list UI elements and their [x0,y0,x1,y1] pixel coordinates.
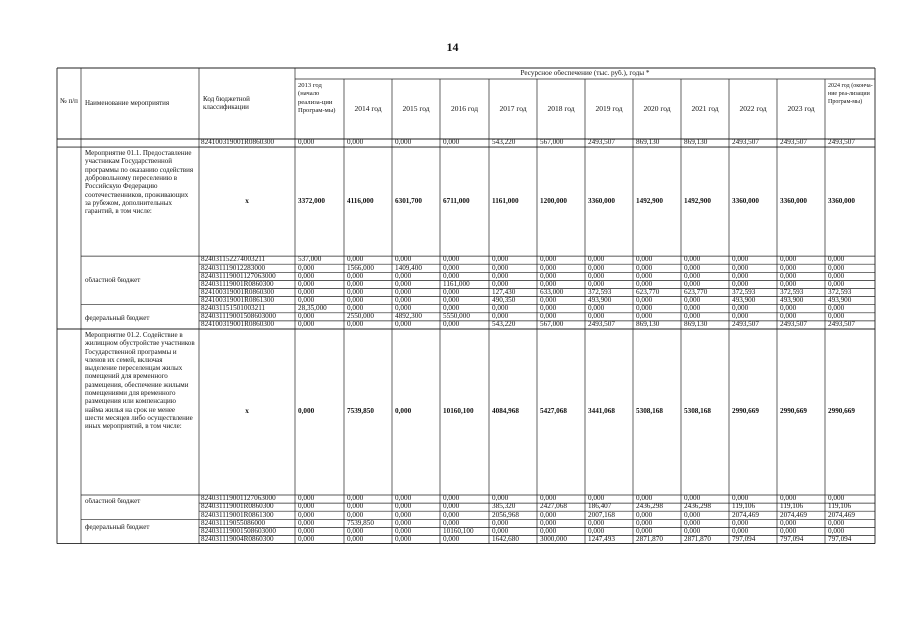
measure1-row-4-value-2024: 372,593 [828,288,852,296]
measure2-row-1-value-2021: 2436,298 [684,503,711,511]
measure1-row-6-value-2014: 0,000 [347,305,364,312]
measure1-row-8-value-2023: 2493,507 [780,321,807,329]
measure2-row-4-value-2013: 0,000 [298,527,315,535]
measure1-row-8-value-2019: 2493,507 [588,321,615,329]
measure2-row-5-value-2018: 3000,000 [540,535,567,543]
year-header-2020: 2020 год [643,105,671,113]
measure1-row-6-value-2024: 0,000 [828,305,845,312]
measure2-row-5-value-2024: 797,094 [828,535,852,543]
measure2-row-3-value-2019: 0,000 [588,519,605,527]
measure2-total-2013: 0,000 [298,408,315,416]
measure2-row-0-value-2017: 0,000 [492,495,509,503]
measure1-total-2020: 1492,900 [636,197,663,205]
measure2-total-2022: 2990,669 [732,408,759,416]
measure1-row-5-value-2022: 493,900 [732,296,756,304]
measure1-total-2013: 3372,000 [298,197,325,205]
measure2-row-2-value-2020: 0,000 [636,511,653,519]
measure1-row-3-value-2015: 0,000 [395,280,412,288]
measure2-total-2021: 5308,168 [684,408,711,416]
top-row-value-2021: 869,130 [684,139,708,147]
measure1-row-0-value-2024: 0,000 [828,256,845,264]
measure2-row-code-4: 824031119001508603000 [201,527,276,535]
measure1-row-7-value-2013: 0,000 [298,313,315,321]
top-row-value-2013: 0,000 [298,139,315,147]
measure1-row-7-value-2016: 5550,000 [443,313,470,321]
measure2-row-1-value-2019: 186,407 [588,503,612,511]
measure1-row-6-value-2015: 0,000 [395,305,412,312]
measure2-row-3-value-2015: 0,000 [395,519,412,527]
measure2-row-4-value-2020: 0,000 [636,527,653,535]
year-header-2022: 2022 год [739,105,767,113]
measure1-row-1-value-2014: 1566,000 [347,264,374,272]
measure1-row-3-value-2018: 0,000 [540,280,557,288]
year-header-2014: 2014 год [354,105,382,113]
measure1-row-1-value-2022: 0,000 [732,264,749,272]
measure1-row-1-value-2017: 0,000 [492,264,509,272]
top-row-value-2019: 2493,507 [588,139,615,147]
measure2-row-3-value-2014: 7539,850 [347,519,374,527]
measure2-row-2-value-2022: 2074,469 [732,511,759,519]
measure1-row-5-value-2017: 490,350 [492,296,516,304]
measure1-row-5-value-2023: 493,900 [780,296,804,304]
measure2-row-2-value-2024: 2074,469 [828,511,855,519]
measure1-row-1-value-2020: 0,000 [636,264,653,272]
measure2-row-2-value-2013: 0,000 [298,511,315,519]
measure1-row-0-value-2014: 0,000 [347,256,364,264]
measure1-row-0-value-2017: 0,000 [492,256,509,264]
measure2-row-1-value-2014: 0,000 [347,503,364,511]
col-code-header: Код бюджетной классификации [203,96,250,111]
measure2-total-2024: 2990,669 [828,408,855,416]
page-number: 14 [446,40,459,54]
measure2-row-5-value-2016: 0,000 [443,535,460,543]
measure2-row-3-value-2022: 0,000 [732,519,749,527]
measure1-row-0-value-2015: 0,000 [395,256,412,264]
measure1-row-4-value-2015: 0,000 [395,288,412,296]
measure1-row-4-value-2020: 623,770 [636,288,660,296]
measure2-row-5-value-2023: 797,094 [780,535,804,543]
measure2-row-0-value-2023: 0,000 [780,495,797,503]
measure1-row-4-value-2023: 372,593 [780,288,804,296]
measure2-row-1-value-2015: 0,000 [395,503,412,511]
measure2-row-0-value-2016: 0,000 [443,495,460,503]
measure1-row-2-value-2014: 0,000 [347,272,364,280]
measure2-row-0-value-2013: 0,000 [298,495,315,503]
measure1-row-1-value-2023: 0,000 [780,264,797,272]
year-header-2019: 2019 год [595,105,623,113]
top-row-value-2020: 869,130 [636,139,660,147]
measure1-row-3-value-2013: 0,000 [298,280,315,288]
measure1-total-2015: 6301,700 [395,197,422,205]
measure2-row-4-value-2016: 10160,100 [443,527,474,535]
measure1-title: Мероприятие 01.1. Предоставление участникам Государственной программы по оказанию содействия добровольному переселению в Российскую Федерацию соотечественников, проживающих за рубежом, дополнительных гарантий, в том числе: [85,149,194,216]
measure1-row-6-value-2023: 0,000 [780,305,797,312]
measure1-row-7-value-2017: 0,000 [492,313,509,321]
measure1-row-8-value-2021: 869,130 [684,321,708,329]
measure1-row-0-value-2020: 0,000 [636,256,653,264]
measure1-row-7-value-2022: 0,000 [732,313,749,321]
top-row-value-2024: 2493,507 [828,139,855,147]
top-row-value-2018: 567,000 [540,139,564,147]
measure2-row-1-value-2018: 2427,068 [540,503,567,511]
measure1-row-5-value-2016: 0,000 [443,296,460,304]
measure1-row-0-value-2022: 0,000 [732,256,749,264]
top-row-code: 824100319001R0860300 [201,139,275,147]
measure2-row-4-value-2023: 0,000 [780,527,797,535]
measure1-row-8-value-2013: 0,000 [298,321,315,329]
measure1-regional-label: областной бюджет [85,276,141,284]
measure1-row-5-value-2018: 0,000 [540,296,557,304]
measure2-row-4-value-2015: 0,000 [395,527,412,535]
measure1-row-8-value-2015: 0,000 [395,321,412,329]
measure1-total-2014: 4116,000 [347,197,374,205]
measure1-row-0-value-2018: 0,000 [540,256,557,264]
measure2-row-3-value-2021: 0,000 [684,519,701,527]
measure2-row-1-value-2023: 119,106 [780,503,804,511]
measure1-total-2022: 3360,000 [732,197,759,205]
measure1-row-2-value-2019: 0,000 [588,272,605,280]
measure2-row-1-value-2017: 385,320 [492,503,516,511]
measure2-regional-label: областной бюджет [85,497,141,505]
measure1-row-8-value-2018: 567,000 [540,321,564,329]
measure2-row-5-value-2019: 1247,493 [588,535,615,543]
measure1-row-7-value-2021: 0,000 [684,313,701,321]
measure2-row-0-value-2022: 0,000 [732,495,749,503]
measure2-row-2-value-2016: 0,000 [443,511,460,519]
measure2-row-2-value-2023: 2074,469 [780,511,807,519]
top-row-value-2023: 2493,507 [780,139,807,147]
year-header-2021: 2021 год [691,105,719,113]
measure2-total-2023: 2990,669 [780,408,807,416]
measure1-row-7-value-2018: 0,000 [540,313,557,321]
measure1-row-4-value-2013: 0,000 [298,288,315,296]
measure1-row-7-value-2020: 0,000 [636,313,653,321]
measure1-row-0-value-2023: 0,000 [780,256,797,264]
measure1-row-7-value-2024: 0,000 [828,313,845,321]
measure1-row-3-value-2021: 0,000 [684,280,701,288]
measure2-row-0-value-2015: 0,000 [395,495,412,503]
year-header-2016: 2016 год [450,105,479,113]
measure1-row-2-value-2013: 0,000 [298,272,315,280]
top-row-value-2017: 543,220 [492,139,516,147]
measure2-row-5-value-2014: 0,000 [347,535,364,543]
measure2-row-2-value-2021: 0,000 [684,511,701,519]
measure1-row-4-value-2014: 0,000 [347,288,364,296]
measure1-row-4-value-2017: 127,430 [492,288,516,296]
measure1-row-3-value-2022: 0,000 [732,280,749,288]
measure1-total-2024: 3360,000 [828,197,855,205]
measure1-row-code-7: 824031119001508603000 [201,313,276,321]
measure1-total-2019: 3360,000 [588,197,615,205]
measure2-row-1-value-2016: 0,000 [443,503,460,511]
measure1-row-3-value-2023: 0,000 [780,280,797,288]
measure1-row-code-4: 824100319001R0860300 [201,288,275,296]
measure1-row-6-value-2021: 0,000 [684,305,701,312]
measure2-row-code-2: 824031119001R0861300 [201,511,274,519]
measure1-row-2-value-2016: 0,000 [443,272,460,280]
measure2-row-5-value-2015: 0,000 [395,535,412,543]
measure1-federal-label: федеральный бюджет [85,314,150,322]
top-row-value-2015: 0,000 [395,139,412,147]
measure2-row-1-value-2022: 119,106 [732,503,756,511]
measure2-row-4-value-2018: 0,000 [540,527,557,535]
measure1-row-1-value-2018: 0,000 [540,264,557,272]
measure1-row-5-value-2021: 0,000 [684,296,701,304]
measure2-row-2-value-2019: 2007,168 [588,511,615,519]
measure2-total-2014: 7539,850 [347,408,374,416]
measure2-row-0-value-2020: 0,000 [636,495,653,503]
measure1-row-code-0: 824031152274003211 [201,256,266,264]
measure1-row-5-value-2015: 0,000 [395,296,412,304]
measure2-row-1-value-2013: 0,000 [298,503,315,511]
measure1-row-4-value-2018: 633,000 [540,288,564,296]
measure1-row-4-value-2021: 623,770 [684,288,708,296]
resource-title: Ресурсное обеспечение (тыс. руб.), годы * [520,70,650,77]
measure1-row-5-value-2013: 0,000 [298,296,315,304]
measure1-row-7-value-2014: 2550,000 [347,313,374,321]
measure1-row-8-value-2022: 2493,507 [732,321,759,329]
measure1-row-8-value-2014: 0,000 [347,321,364,329]
measure1-row-0-value-2016: 0,000 [443,256,460,264]
year-header-2017: 2017 год [499,105,527,113]
measure1-row-3-value-2024: 0,000 [828,280,845,288]
measure1-row-code-3: 824031119001R0860300 [201,280,274,288]
measure1-row-2-value-2015: 0,000 [395,272,412,280]
measure2-total-2018: 5427,068 [540,408,567,416]
measure2-row-0-value-2019: 0,000 [588,495,605,503]
measure1-row-2-value-2022: 0,000 [732,272,749,280]
measure1-row-4-value-2019: 372,593 [588,288,612,296]
measure2-row-0-value-2018: 0,000 [540,495,557,503]
measure2-row-1-value-2024: 119,106 [828,503,852,511]
top-row-value-2014: 0,000 [347,139,364,147]
top-row-value-2016: 0,000 [443,139,460,147]
measure2-row-0-value-2014: 0,000 [347,495,364,503]
measure1-row-code-8: 824100319001R0860300 [201,321,275,329]
year-2013-header: 2013 год (начало реализа-ции Програм-мы) [298,82,336,115]
measure1-row-1-value-2019: 0,000 [588,264,605,272]
measure2-title: Мероприятие 01.2. Содействие в жилищном обустройстве участников Государственной программы и членов их семей, включая выделение переселенцам жилых помещений для временного размещения, обеспечение жилыми помещениями для временного размещения или компенсацию найма жилья на срок не менее шести месяцев либо осуществление иных мероприятий, в том числе: [85,331,195,431]
measure1-total-2023: 3360,000 [780,197,807,205]
measure2-row-3-value-2016: 0,000 [443,519,460,527]
measure1-row-0-value-2019: 0,000 [588,256,605,264]
measure1-row-2-value-2023: 0,000 [780,272,797,280]
measure2-row-5-value-2013: 0,000 [298,535,315,543]
measure2-row-4-value-2021: 0,000 [684,527,701,535]
measure2-row-2-value-2018: 0,000 [540,511,557,519]
measure1-row-3-value-2019: 0,000 [588,280,605,288]
measure2-row-2-value-2017: 2056,968 [492,511,519,519]
measure2-row-code-0: 824031119001127063000 [201,495,276,503]
measure2-row-4-value-2022: 0,000 [732,527,749,535]
measure1-row-3-value-2017: 0,000 [492,280,509,288]
measure1-row-6-value-2017: 0,000 [492,305,509,312]
measure1-row-8-value-2017: 543,220 [492,321,516,329]
measure2-row-5-value-2021: 2871,870 [684,535,711,543]
measure2-row-4-value-2017: 0,000 [492,527,509,535]
measure1-total-2016: 6711,000 [443,197,470,205]
measure1-row-3-value-2014: 0,000 [347,280,364,288]
measure2-row-3-value-2020: 0,000 [636,519,653,527]
measure2-row-5-value-2017: 1642,680 [492,535,519,543]
measure1-row-code-5: 824100319001R0861300 [201,296,275,304]
measure1-row-0-value-2021: 0,000 [684,256,701,264]
measure2-code-x: х [245,408,249,415]
measure1-row-8-value-2024: 2493,507 [828,321,855,329]
measure2-row-3-value-2017: 0,000 [492,519,509,527]
measure1-total-2021: 1492,900 [684,197,711,205]
measure2-row-code-3: 824031119055086000 [201,519,266,527]
measure2-row-0-value-2021: 0,000 [684,495,701,503]
measure1-row-6-value-2013: 28,35,000 [298,305,327,312]
measure1-row-1-value-2015: 1409,400 [395,264,422,272]
measure1-row-1-value-2024: 0,000 [828,264,845,272]
col-name-header: Наименование мероприятия [85,100,170,107]
top-row-value-2022: 2493,507 [732,139,759,147]
year-2024-header: 2024 год (оконча-ние реа-лизации Програм-мы) [828,83,873,105]
measure1-row-6-value-2019: 0,000 [588,305,605,312]
measure1-row-1-value-2016: 0,000 [443,264,460,272]
measure1-row-2-value-2020: 0,000 [636,272,653,280]
measure2-row-1-value-2020: 2436,298 [636,503,663,511]
measure1-row-2-value-2021: 0,000 [684,272,701,280]
measure1-row-code-1: 824031119012283000 [201,264,266,272]
measure1-row-2-value-2017: 0,000 [492,272,509,280]
measure2-row-2-value-2015: 0,000 [395,511,412,519]
measure2-row-5-value-2020: 2871,870 [636,535,663,543]
measure2-row-3-value-2018: 0,000 [540,519,557,527]
measure1-row-6-value-2016: 0,000 [443,305,460,312]
measure2-total-2019: 3441,068 [588,408,615,416]
measure2-row-4-value-2019: 0,000 [588,527,605,535]
col-num-header: № п/п [60,98,78,105]
year-header-2023: 2023 год [787,105,815,113]
measure2-row-4-value-2024: 0,000 [828,527,845,535]
measure2-row-code-5: 824031119004R0860300 [201,535,274,543]
measure2-row-code-1: 824031119001R0860300 [201,503,274,511]
measure1-total-2018: 1200,000 [540,197,567,205]
measure1-row-2-value-2024: 0,000 [828,272,845,280]
measure2-row-0-value-2024: 0,000 [828,495,845,503]
measure1-row-5-value-2019: 493,900 [588,296,612,304]
measure1-row-3-value-2020: 0,000 [636,280,653,288]
measure2-row-3-value-2013: 0,000 [298,519,315,527]
measure1-row-code-6: 824031151501003211 [201,305,266,312]
measure2-row-3-value-2023: 0,000 [780,519,797,527]
measure1-row-code-2: 824031119001127063000 [201,272,276,280]
measure1-row-1-value-2013: 0,000 [298,264,315,272]
measure1-row-7-value-2023: 0,000 [780,313,797,321]
measure1-total-2017: 1161,000 [492,197,519,205]
measure1-row-0-value-2013: 537,000 [298,256,322,264]
measure2-row-2-value-2014: 0,000 [347,511,364,519]
measure1-row-1-value-2021: 0,000 [684,264,701,272]
measure1-row-3-value-2016: 1161,000 [443,280,470,288]
measure1-code-x: х [245,197,249,205]
measure1-row-4-value-2016: 0,000 [443,288,460,296]
measure1-row-6-value-2018: 0,000 [540,305,557,312]
measure2-total-2017: 4084,968 [492,408,519,416]
measure1-row-8-value-2016: 0,000 [443,321,460,329]
measure1-row-5-value-2020: 0,000 [636,296,653,304]
year-header-2015: 2015 год [402,105,430,113]
measure2-total-2016: 10160,100 [443,408,474,416]
measure1-row-4-value-2022: 372,593 [732,288,756,296]
measure2-row-4-value-2014: 0,000 [347,527,364,535]
measure1-row-7-value-2015: 4892,300 [395,313,422,321]
measure1-row-7-value-2019: 0,000 [588,313,605,321]
measure1-row-8-value-2020: 869,130 [636,321,660,329]
measure2-federal-label: федеральный бюджет [85,523,150,531]
measure1-row-6-value-2020: 0,000 [636,305,653,312]
measure2-row-3-value-2024: 0,000 [828,519,845,527]
measure1-row-5-value-2014: 0,000 [347,296,364,304]
measure1-row-6-value-2022: 0,000 [732,305,749,312]
measure2-total-2015: 0,000 [395,408,412,416]
year-header-2018: 2018 год [547,105,575,113]
measure2-row-5-value-2022: 797,094 [732,535,756,543]
measure2-total-2020: 5308,168 [636,408,663,416]
measure1-row-5-value-2024: 493,900 [828,296,852,304]
measure1-row-2-value-2018: 0,000 [540,272,557,280]
